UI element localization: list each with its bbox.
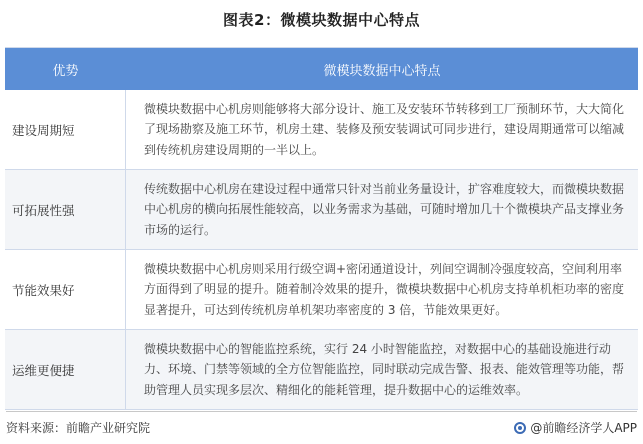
description-text: 传统数据中心机房在建设过程中通常只针对当前业务量设计，扩容难度较大，而微模块数据中心机房的横向拓展性能较高，以业务需求为基础，可随时增加几十个微模块产品支撑业务市场的运行。 [144, 181, 625, 237]
features-table [5, 47, 638, 410]
row-advantage: 建设周期短 [5, 90, 126, 169]
figure-title: 图表2：微模块数据中心特点 [223, 11, 420, 29]
brand-text: @前瞻经济学人APP [530, 421, 637, 435]
row-advantage: 运维更便捷 [5, 330, 126, 409]
row-description [126, 90, 638, 169]
description-text: 微模块数据中心机房则能够将大部分设计、施工及安装环节转移到工厂预制环节，大大简化了现场勘察及施工环节，机房土建、装修及预安装调试可同步进行，建设周期通常可以缩减到传统机房建设周期的一半以上。 [144, 101, 625, 157]
brand [514, 419, 637, 436]
table-row [5, 250, 638, 330]
header-features: 微模块数据中心特点 [323, 63, 441, 79]
description-text: 微模块数据中心的智能监控系统，实行 24 小时智能监控，对数据中心的基础设施进行动力、环境、门禁等领域的全方位智能监控，同时联动完成告警、报表、能效管理等功能，帮助管理人员实现多层次、精细化的能耗管理，提升数据中心的运维效率。 [144, 341, 625, 397]
table-row [5, 330, 638, 410]
table-header [5, 48, 638, 90]
description-text: 微模块数据中心机房则采用行级空调+密闭通道设计，列间空调制冷强度较高，空间利用率方面得到了明显的提升。随着制冷效果的提升，微模块数据中心机房支持单机柜功率的密度显著提升，可达到传统机房单机架功率密度的 3 倍，节能效果更好。 [144, 261, 625, 317]
header-advantage: 优势 [52, 63, 79, 79]
table-row [5, 170, 638, 250]
row-description [126, 250, 638, 329]
row-advantage: 可拓展性强 [5, 170, 126, 249]
row-description [126, 170, 638, 249]
row-description [126, 330, 638, 409]
row-advantage: 节能效果好 [5, 250, 126, 329]
brand-logo-icon [514, 422, 526, 434]
source-note: 资料来源：前瞻产业研究院 [6, 421, 151, 435]
table-row [5, 90, 638, 170]
footer [6, 411, 637, 436]
